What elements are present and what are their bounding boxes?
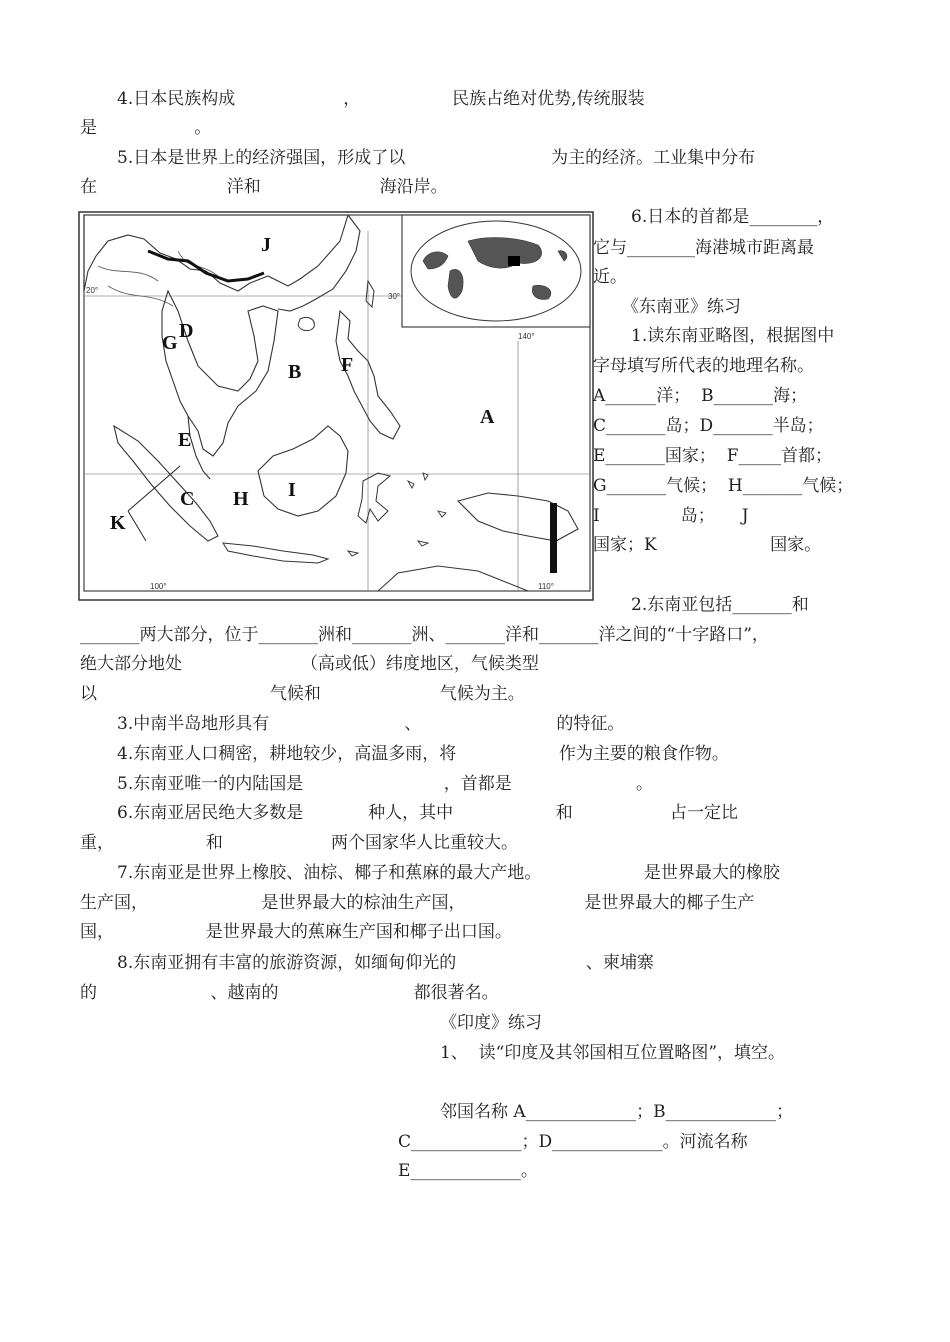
japan-q5-line2: 在 洋和 海沿岸。: [80, 177, 448, 197]
japan-q4-line1: 4.日本民族构成 ， 民族占绝对优势,传统服装: [117, 89, 645, 109]
sea-title: 《东南亚》练习: [622, 297, 741, 317]
japan-q4-line2: 是 。: [80, 118, 212, 138]
sea-q1-line1: 1.读东南亚略图，根据图中: [631, 326, 835, 346]
sea-q2-line4: 以 气候和 气候为主。: [80, 684, 525, 704]
sea-q1-line4: C_______岛；D_______半岛；: [593, 416, 824, 436]
sea-q1-line8: 国家；K 国家。: [593, 535, 822, 555]
sea-q1-line3: A______洋； B_______海；: [593, 386, 808, 406]
sea-q6-line2: 重， 和 两个国家华人比重较大。: [80, 833, 518, 853]
sea-q6-line1: 6.东南亚居民绝大多数是 种人，其中 和 占一定比: [117, 803, 739, 823]
map-label-d: D: [179, 320, 194, 342]
map-label-g: G: [162, 332, 178, 354]
map-label-f: F: [341, 354, 354, 376]
inset-frame: [402, 215, 590, 327]
sea-q1-line5: E_______国家； F_____首都；: [593, 446, 833, 466]
japan-q6-line1: 6.日本的首都是________，: [631, 207, 835, 227]
sea-q2-line2: _______两大部分，位于_______洲和_______洲、_______洋和_______洋之间的“十字路口”，: [80, 625, 769, 645]
sea-q1-line6: G_______气候； H_______气候；: [593, 476, 854, 496]
sea-q7-line3: 国， 是世界最大的蕉麻生产国和椰子出口国。: [80, 922, 512, 942]
inset-highlight: [508, 256, 520, 266]
sea-q2-line3: 绝大部分地处 （高或低）纬度地区，气候类型: [80, 654, 539, 674]
new-guinea-border: [550, 503, 557, 573]
sea-q8-line2: 的 、越南的 都很著名。: [80, 983, 499, 1003]
sea-q5: 5.东南亚唯一的内陆国是 ，首都是 。: [117, 774, 654, 794]
sea-q3: 3.中南半岛地形具有 、 的特征。: [117, 714, 625, 734]
sea-q1-line7: I 岛； J: [593, 506, 749, 526]
india-q1: 1、 读“印度及其邻国相互位置略图”，填空。: [440, 1043, 786, 1063]
india-line2: C_____________；D_____________。河流名称: [398, 1132, 748, 1152]
map-label-h: H: [233, 488, 249, 510]
japan-q6-line2: 它与________海港城市距离最: [593, 238, 814, 258]
japan-q6-line3: 近。: [593, 267, 627, 287]
map-label-a: A: [480, 406, 495, 428]
sea-q1-line2: 字母填写所代表的地理名称。: [593, 356, 814, 376]
map-label-c: C: [180, 488, 195, 510]
map-tick-110: 110°: [538, 582, 554, 591]
sea-q7-line2: 生产国， 是世界最大的棕油生产国， 是世界最大的椰子生产: [80, 893, 755, 913]
map-label-i: I: [288, 479, 296, 501]
map-tick-100: 100°: [150, 582, 167, 591]
india-line3: E_____________。: [398, 1161, 538, 1181]
map-label-b: B: [288, 361, 302, 383]
india-line1: 邻国名称 A_____________；B_____________；: [440, 1102, 794, 1122]
map-label-e: E: [178, 429, 192, 451]
sea-q8-line1: 8.东南亚拥有丰富的旅游资源，如缅甸仰光的 、柬埔寨: [117, 953, 654, 973]
map-tick-30: 30°: [388, 292, 401, 301]
map-tick-20: 20°: [86, 286, 99, 295]
map-tick-140: 140°: [518, 332, 535, 341]
india-title: 《印度》练习: [440, 1013, 542, 1033]
sea-q7-line1: 7.东南亚是世界上橡胶、油棕、椰子和蕉麻的最大产地。 是世界最大的橡胶: [117, 863, 780, 883]
southeast-asia-map: [78, 211, 594, 601]
map-label-j: J: [261, 234, 271, 256]
sea-q4: 4.东南亚人口稠密，耕地较少，高温多雨，将 作为主要的粮食作物。: [117, 744, 729, 764]
sea-q2-line1: 2.东南亚包括_______和: [631, 595, 809, 615]
japan-q5-line1: 5.日本是世界上的经济强国，形成了以 为主的经济。工业集中分布: [117, 148, 756, 168]
map-label-k: K: [110, 512, 126, 534]
